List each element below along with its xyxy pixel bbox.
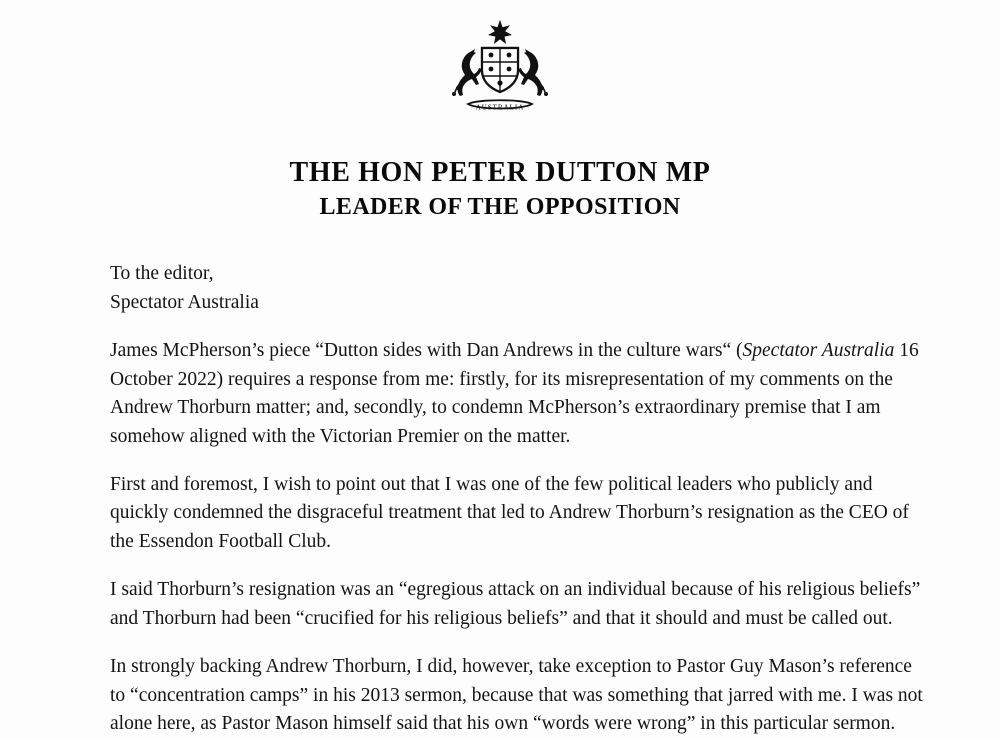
- page-title: THE HON PETER DUTTON MP: [289, 157, 711, 188]
- salutation-line-2: Spectator Australia: [110, 291, 259, 313]
- australian-coat-of-arms-icon: [420, 18, 580, 130]
- crest-container: [0, 0, 1000, 130]
- letterhead: [0, 156, 1000, 222]
- letter-paragraph: [110, 337, 926, 451]
- salutation-line-1: To the editor,: [110, 263, 214, 285]
- text-run: 16 October 2022) requires a response from me: firstly, for its misrepresentation of my comments on the Andrew Thorburn matter; and, secondly, to condemn McPherson’s extraordinary premise that I am somehow aligned with the Victorian Premier on the matter.: [110, 340, 919, 447]
- text-run: I said Thorburn’s resignation was an “egregious attack on an individual because of his religious beliefs” and Thorburn had been “crucified for his religious beliefs” and that it should and must be called out.: [110, 579, 921, 629]
- crest-motto-text: AUSTRALIA: [475, 103, 525, 112]
- text-run: First and foremost, I wish to point out that I was one of the few political leaders who publicly and quickly condemned the disgraceful treatment that led to Andrew Thorburn’s resignation as the CEO of the Essendon Football Club.: [110, 473, 909, 552]
- letter-paragraph: [110, 576, 926, 633]
- text-run: Spectator Australia: [742, 340, 895, 362]
- letter-body: [110, 260, 926, 739]
- salutation-block: [110, 260, 926, 317]
- letter-paragraph: [110, 471, 926, 556]
- text-run: James McPherson’s piece “Dutton sides with Dan Andrews in the culture wars“ (: [110, 340, 743, 362]
- page-subtitle: LEADER OF THE OPPOSITION: [319, 194, 681, 221]
- text-run: In strongly backing Andrew Thorburn, I did, however, take exception to Pastor Guy Mason’s reference to “concentration camps” in his 2013 sermon, because that was something that jarred with me. I was not alone here, as Pastor Mason himself said that his own “words were wrong” in this particular sermon.: [110, 656, 923, 735]
- letter-paragraph: [110, 653, 926, 738]
